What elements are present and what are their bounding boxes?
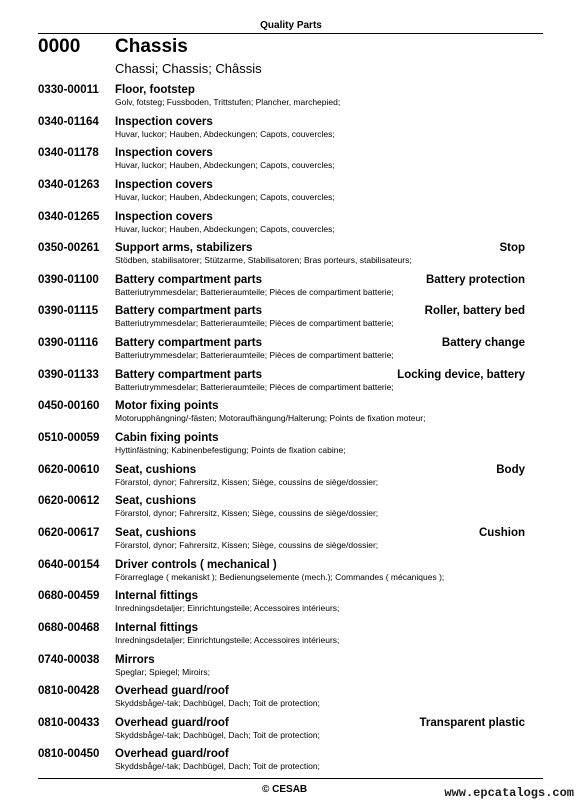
part-description: Förarstol, dynor; Fahrersitz, Kissen; Siège, coussins de siège/dossier;	[115, 508, 379, 519]
part-code: 0390-01133	[38, 368, 99, 381]
part-description: Huvar, luckor; Hauben, Abdeckungen; Capots, couvercles;	[115, 128, 335, 139]
part-description: Förarstol, dynor; Fahrersitz, Kissen; Siège, coussins de siège/dossier;	[115, 539, 379, 550]
list-item[interactable]	[0, 431, 582, 463]
list-item[interactable]	[0, 684, 582, 716]
parts-list	[0, 83, 582, 779]
part-title: Inspection covers	[115, 178, 213, 191]
list-item[interactable]	[0, 210, 582, 242]
list-item[interactable]	[0, 146, 582, 178]
list-item[interactable]	[0, 83, 582, 115]
part-description: Batteriutrymmesdelar; Batterieraumteile; Pièces de compartiment batterie;	[115, 286, 394, 297]
part-title: Mirrors	[115, 653, 155, 666]
list-item[interactable]	[0, 273, 582, 305]
part-title: Support arms, stabilizers	[115, 242, 253, 255]
header-divider	[38, 33, 543, 34]
list-item[interactable]	[0, 494, 582, 526]
part-description: Motorupphängning/-fästen; Motoraufhängung/Halterung; Points de fixation moteur;	[115, 413, 426, 424]
part-code: 0390-01100	[38, 273, 99, 286]
part-code: 0620-00610	[38, 463, 100, 476]
part-code: 0680-00459	[38, 590, 100, 603]
part-code: 0810-00433	[38, 716, 100, 729]
footer-watermark: www.epcatalogs.com	[444, 786, 574, 800]
part-code: 0350-00261	[38, 242, 100, 255]
part-title: Overhead guard/roof	[115, 716, 229, 729]
part-code: 0620-00617	[38, 526, 100, 539]
list-item[interactable]	[0, 368, 582, 400]
part-note: Cushion	[479, 526, 525, 539]
part-title: Internal fittings	[115, 621, 199, 634]
part-title: Inspection covers	[115, 147, 213, 160]
part-code: 0810-00450	[38, 748, 100, 761]
part-code: 0620-00612	[38, 495, 100, 508]
part-title: Motor fixing points	[115, 400, 219, 413]
part-title: Overhead guard/roof	[115, 685, 229, 698]
part-title: Battery compartment parts	[115, 337, 262, 350]
part-note: Stop	[499, 242, 525, 255]
part-description: Batteriutrymmesdelar; Batterieraumteile; Pièces de compartiment batterie;	[115, 381, 394, 392]
part-description: Förarstol, dynor; Fahrersitz, Kissen; Siège, coussins de siège/dossier;	[115, 476, 379, 487]
list-item[interactable]	[0, 716, 582, 748]
part-title: Battery compartment parts	[115, 273, 262, 286]
part-title: Inspection covers	[115, 115, 213, 128]
list-item[interactable]	[0, 526, 582, 558]
list-item[interactable]	[0, 115, 582, 147]
part-description: Inredningsdetaljer; Einrichtungsteile; Accessoires intérieurs;	[115, 603, 340, 614]
part-code: 0680-00468	[38, 621, 100, 634]
part-title: Overhead guard/roof	[115, 748, 229, 761]
part-code: 0450-00160	[38, 400, 100, 413]
page-header-title: Quality Parts	[260, 20, 322, 31]
part-title: Cabin fixing points	[115, 432, 219, 445]
section-subtitle: Chassi; Chassis; Châssis	[115, 61, 262, 76]
part-note: Locking device, battery	[397, 368, 525, 381]
part-note: Body	[496, 463, 525, 476]
part-code: 0330-00011	[38, 84, 99, 96]
part-description: Hyttinfästning; Kabinenbefestigung; Points de fixation cabine;	[115, 445, 346, 456]
part-title: Floor, footstep	[115, 84, 195, 96]
part-note: Roller, battery bed	[424, 305, 525, 318]
part-title: Seat, cushions	[115, 526, 197, 539]
list-item[interactable]	[0, 336, 582, 368]
footer-brand: © CESAB	[262, 784, 308, 795]
part-code: 0640-00154	[38, 558, 100, 571]
part-description: Huvar, luckor; Hauben, Abdeckungen; Capots, couvercles;	[115, 191, 335, 202]
list-item[interactable]	[0, 558, 582, 590]
part-description: Inredningsdetaljer; Einrichtungsteile; Accessoires intérieurs;	[115, 634, 340, 645]
part-description: Huvar, luckor; Hauben, Abdeckungen; Capots, couvercles;	[115, 223, 335, 234]
part-title: Driver controls ( mechanical )	[115, 558, 277, 571]
part-code: 0740-00038	[38, 653, 100, 666]
part-code: 0340-01178	[38, 147, 99, 160]
part-code: 0340-01164	[38, 115, 99, 128]
part-title: Internal fittings	[115, 590, 199, 603]
part-description: Skyddsbåge/-tak; Dachbügel, Dach; Toit de protection;	[115, 729, 320, 740]
list-item[interactable]	[0, 178, 582, 210]
footer-divider	[38, 778, 543, 779]
part-description: Huvar, luckor; Hauben, Abdeckungen; Capots, couvercles;	[115, 160, 335, 171]
part-code: 0340-01265	[38, 210, 100, 223]
list-item[interactable]	[0, 747, 582, 779]
list-item[interactable]	[0, 463, 582, 495]
section-title: Chassis	[115, 36, 188, 57]
part-description: Golv, fotsteg; Fussboden, Trittstufen; Plancher, marchepied;	[115, 97, 341, 107]
part-description: Speglar; Spiegel; Miroirs;	[115, 666, 210, 677]
part-note: Battery change	[441, 337, 525, 350]
part-title: Inspection covers	[115, 210, 213, 223]
list-item[interactable]	[0, 621, 582, 653]
part-code: 0510-00059	[38, 432, 100, 445]
part-description: Förarreglage ( mekaniskt ); Bedienungselemente (mech.); Commandes ( mécaniques );	[115, 571, 445, 582]
part-description: Skyddsbåge/-tak; Dachbügel, Dach; Toit de protection;	[115, 761, 320, 772]
list-item[interactable]	[0, 589, 582, 621]
list-item[interactable]	[0, 241, 582, 273]
section-code: 0000	[38, 36, 81, 57]
part-description: Stödben, stabilisatorer; Stützarme, Stabilisatoren; Bras porteurs, stabilisateurs;	[115, 255, 412, 266]
part-title: Seat, cushions	[115, 463, 197, 476]
list-item[interactable]	[0, 304, 582, 336]
part-note: Transparent plastic	[419, 716, 525, 729]
part-title: Battery compartment parts	[115, 305, 262, 318]
list-item[interactable]	[0, 399, 582, 431]
part-description: Skyddsbåge/-tak; Dachbügel, Dach; Toit de protection;	[115, 698, 320, 709]
part-note: Battery protection	[425, 273, 525, 286]
part-description: Batteriutrymmesdelar; Batterieraumteile; Pièces de compartiment batterie;	[115, 318, 394, 329]
part-code: 0340-01263	[38, 178, 100, 191]
part-code: 0810-00428	[38, 685, 100, 698]
part-title: Seat, cushions	[115, 495, 197, 508]
part-code: 0390-01115	[38, 305, 99, 318]
list-item[interactable]	[0, 653, 582, 685]
part-code: 0390-01116	[38, 337, 99, 350]
part-title: Battery compartment parts	[115, 368, 262, 381]
part-description: Batteriutrymmesdelar; Batterieraumteile; Pièces de compartiment batterie;	[115, 350, 394, 361]
